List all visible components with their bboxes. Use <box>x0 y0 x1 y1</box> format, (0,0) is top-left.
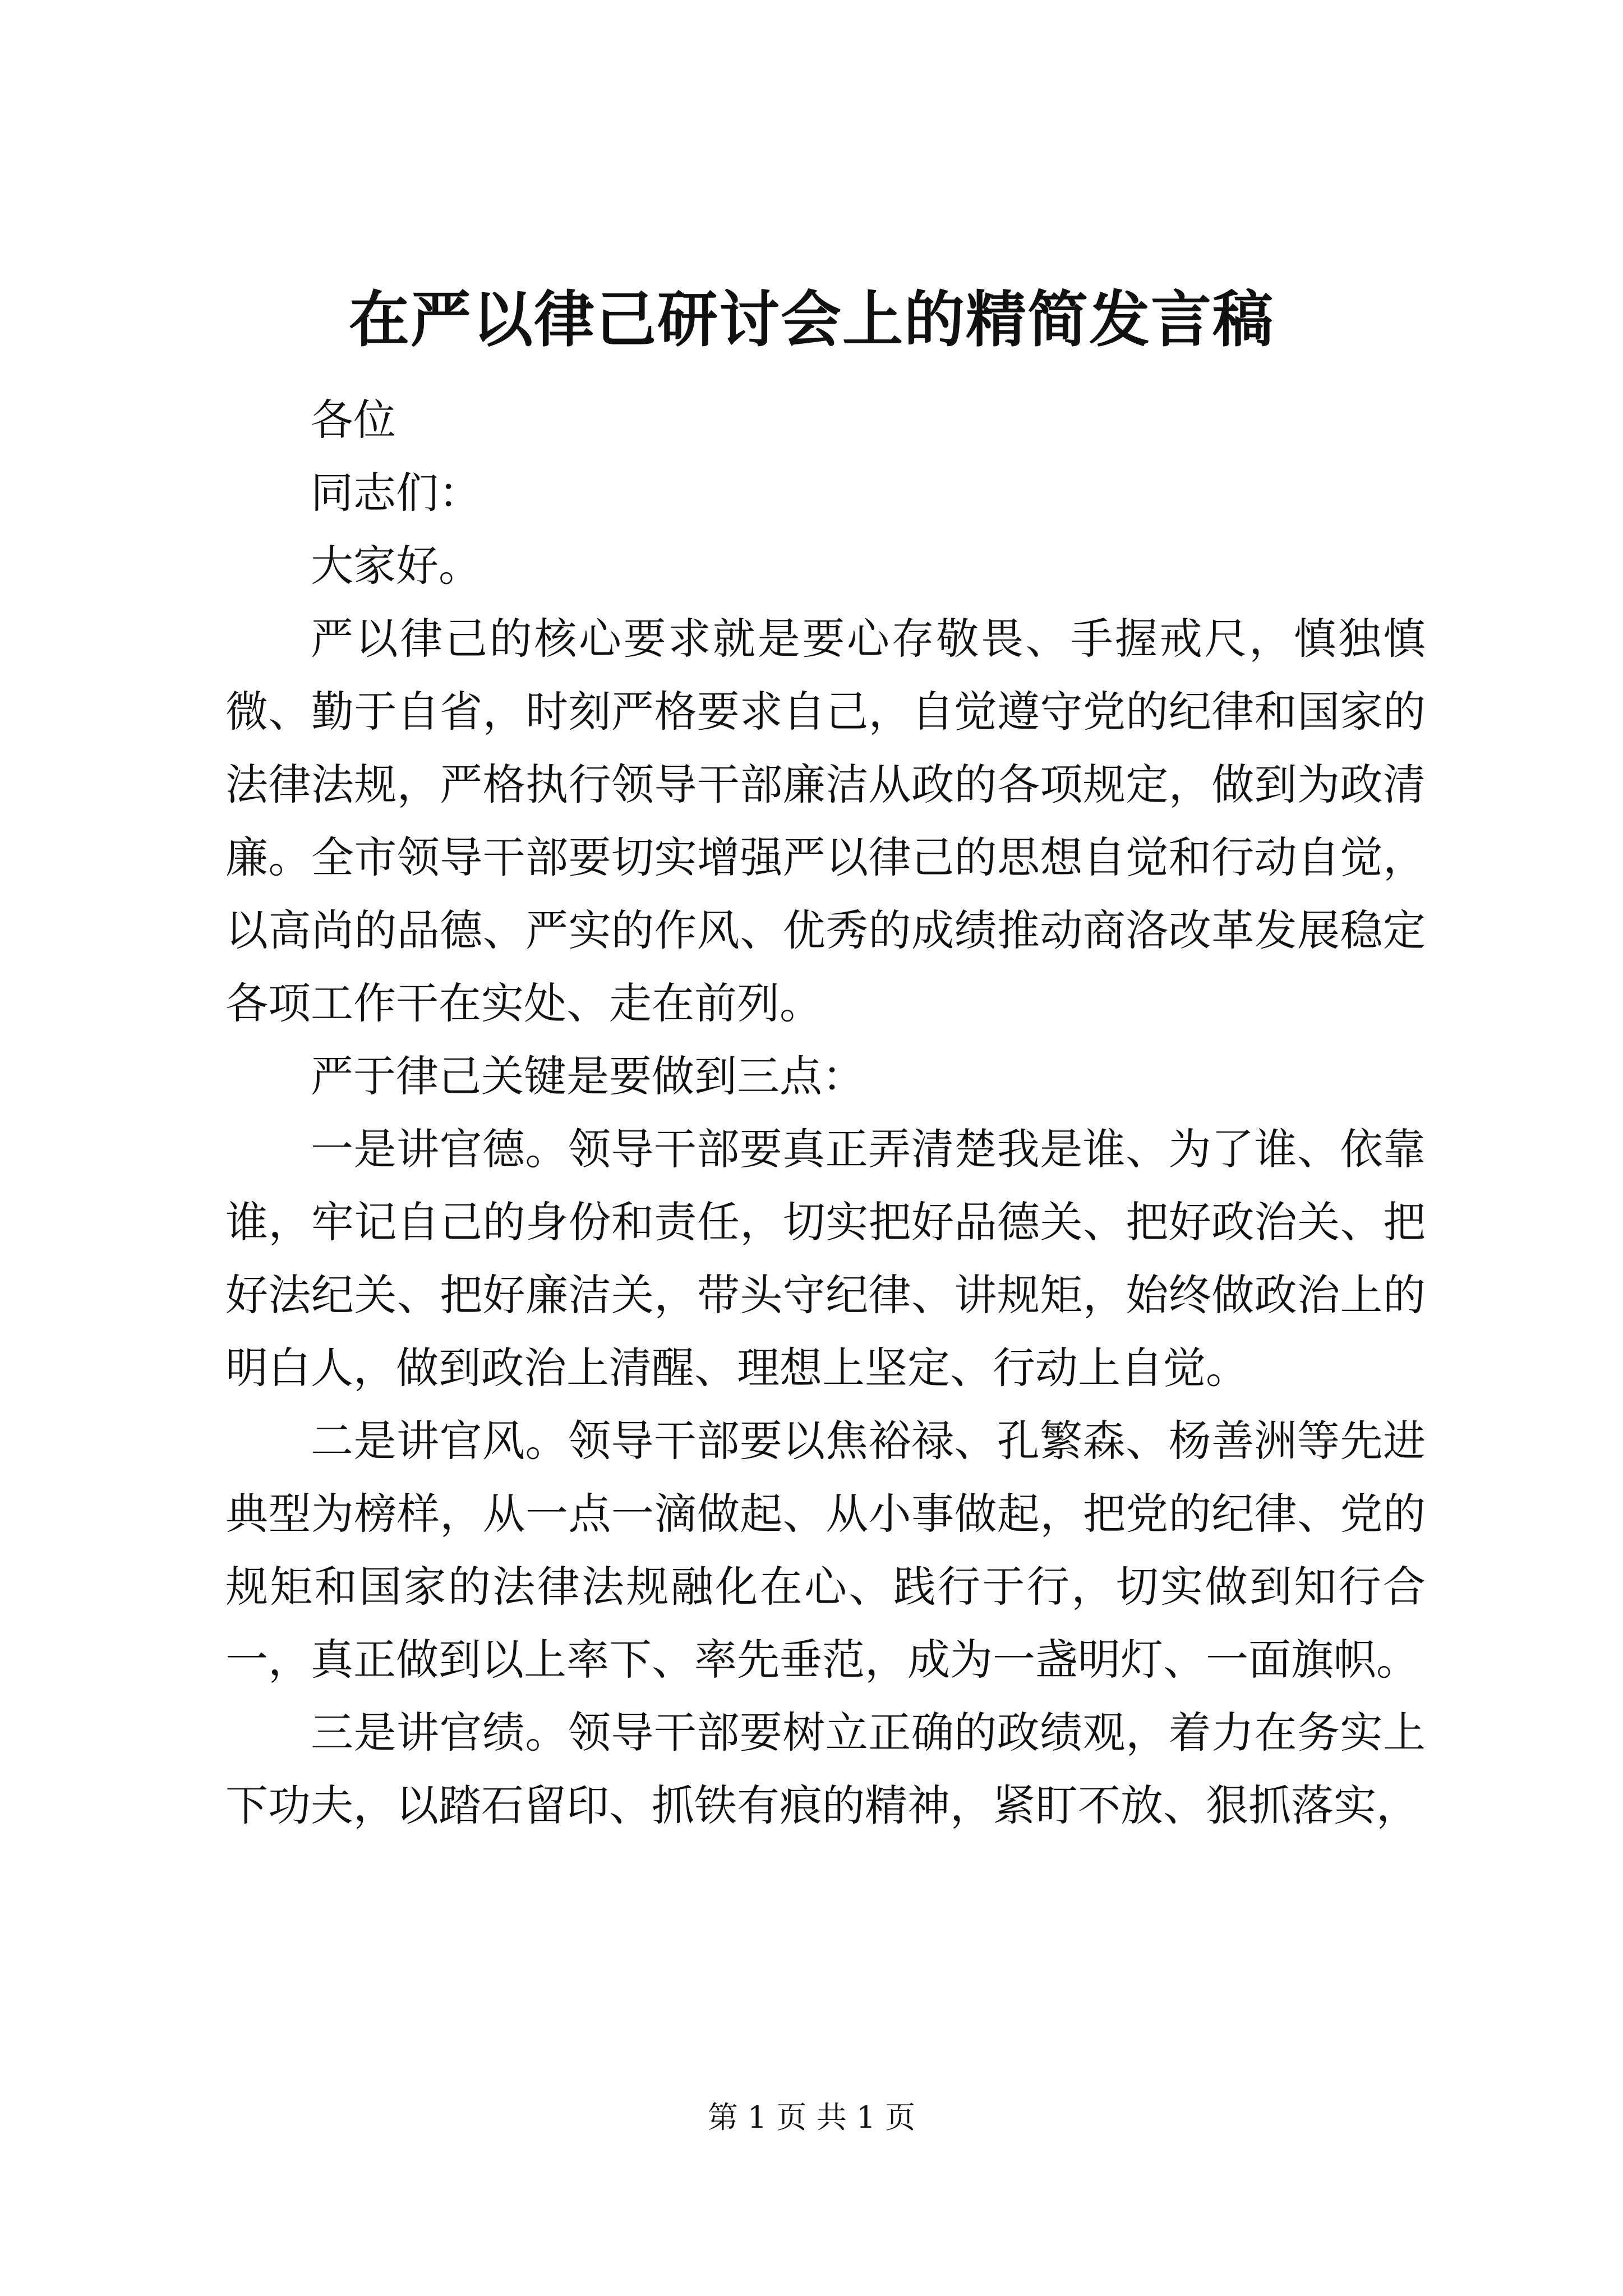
paragraph-point-two: 二是讲官风。领导干部要以焦裕禄、孔繁森、杨善洲等先进典型为榜样，从一点一滴做起、从小事做起，把党的纪律、党的规矩和国家的法律法规融化在心、践行于行，切实做到知行合一，真正做到以上率下、率先垂范，成为一盏明灯、一面旗帜。 <box>225 1416 1426 1685</box>
paragraph-core-requirement: 严以律己的核心要求就是要心存敬畏、手握戒尺，慎独慎微、勤于自省，时刻严格要求自己，自觉遵守党的纪律和国家的法律法规，严格执行领导干部廉洁从政的各项规定，做到为政清廉。全市领导干部要切实增强严以律己的思想自觉和行动自觉，以高尚的品德、严实的作风、优秀的成绩推动商洛改革发展稳定各项工作干在实处、走在前列。 <box>225 614 1426 1028</box>
paragraph-salutation-1: 各位 <box>311 395 396 445</box>
paragraph-greeting: 大家好。 <box>311 541 481 591</box>
document-title: 在严以律己研讨会上的精简发言稿 <box>348 284 1274 355</box>
document-body <box>225 384 1426 1842</box>
paragraph-point-three: 三是讲官绩。领导干部要树立正确的政绩观，着力在务实上下功夫，以踏石留印、抓铁有痕的精神，紧盯不放、狠抓落实， <box>225 1708 1426 1830</box>
paragraph-point-one: 一是讲官德。领导干部要真正弄清楚我是谁、为了谁、依靠谁，牢记自己的身份和责任，切实把好品德关、把好政治关、把好法纪关、把好廉洁关，带头守纪律、讲规矩，始终做政治上的明白人，做到政治上清醒、理想上坚定、行动上自觉。 <box>225 1124 1426 1393</box>
paragraph-three-points: 严于律己关键是要做到三点： <box>311 1051 865 1101</box>
paragraph-salutation-2: 同志们： <box>311 468 481 518</box>
page-footer: 第 1 页 共 1 页 <box>707 2100 916 2135</box>
